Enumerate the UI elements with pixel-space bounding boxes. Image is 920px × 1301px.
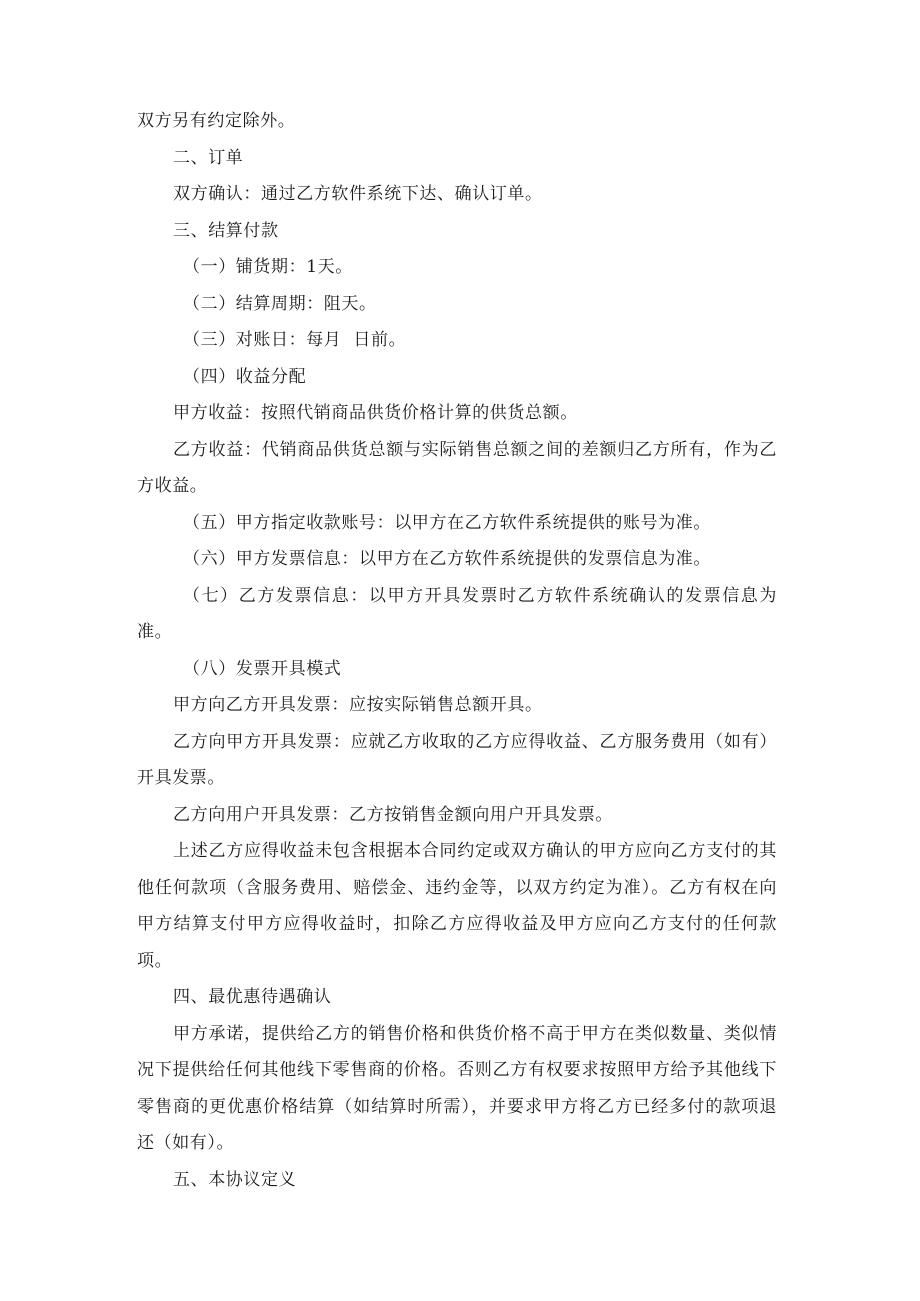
paragraph-a-to-b-invoice: 甲方向乙方开具发票：应按实际销售总额开具。 <box>173 695 543 715</box>
paragraph-party-a-revenue: 甲方收益：按照代销商品供货价格计算的供货总额。 <box>173 403 578 423</box>
paragraph-continuation: 双方另有约定除外。 <box>137 111 296 131</box>
clause-party-a-invoice-info: （六）甲方发票信息：以甲方在乙方软件系统提供的发票信息为准。 <box>183 549 711 569</box>
section-heading-orders: 二、订单 <box>173 147 244 168</box>
clause-party-b-invoice-info: （七）乙方发票信息：以甲方开具发票时乙方软件系统确认的发票信息为准。 <box>137 585 777 642</box>
section-heading-definitions: 五、本协议定义 <box>173 1169 297 1190</box>
clause-settlement-cycle: （二）结算周期：阻天。 <box>183 293 377 314</box>
paragraph-deduction-terms: 上述乙方应得收益未包含根据本合同约定或双方确认的甲方应向乙方支付的其他任何款项（含服务费用、赔偿金、违约金等，以双方约定为准）。乙方有权在向甲方结算支付甲方应得收益时，扣除乙方应得收益及甲方应向乙方支付的任何款项。 <box>137 841 777 971</box>
clause-reconciliation-day: （三）对账日：每月 日前。 <box>183 330 407 350</box>
clause-stocking-period: （一）铺货期：1天。 <box>183 257 353 277</box>
clause-revenue-distribution: （四）收益分配 <box>183 366 307 387</box>
paragraph-party-b-revenue: 乙方收益：代销商品供货总额与实际销售总额之间的差额归乙方所有，作为乙方收益。 <box>137 439 777 496</box>
paragraph-best-price-commitment: 甲方承诺，提供给乙方的销售价格和供货价格不高于甲方在类似数量、类似情况下提供给任何其他线下零售商的价格。否则乙方有权要求按照甲方给予其他线下零售商的更优惠价格结算（如结算时所需），并要求甲方将乙方已经多付的款项退还（如有）。 <box>137 1023 777 1153</box>
paragraph-order-confirmation: 双方确认：通过乙方软件系统下达、确认订单。 <box>173 184 543 204</box>
section-heading-best-price: 四、最优惠待遇确认 <box>173 987 332 1007</box>
clause-party-a-account: （五）甲方指定收款账号：以甲方在乙方软件系统提供的账号为准。 <box>183 512 711 533</box>
paragraph-b-to-user-invoice: 乙方向用户开具发票：乙方按销售金额向用户开具发票。 <box>173 804 613 825</box>
document-body <box>137 103 777 1198</box>
clause-invoice-mode: （八）发票开具模式 <box>183 658 342 679</box>
paragraph-b-to-a-invoice: 乙方向甲方开具发票：应就乙方收取的乙方应得收益、乙方服务费用（如有）开具发票。 <box>137 731 777 788</box>
section-heading-settlement: 三、结算付款 <box>173 220 279 241</box>
